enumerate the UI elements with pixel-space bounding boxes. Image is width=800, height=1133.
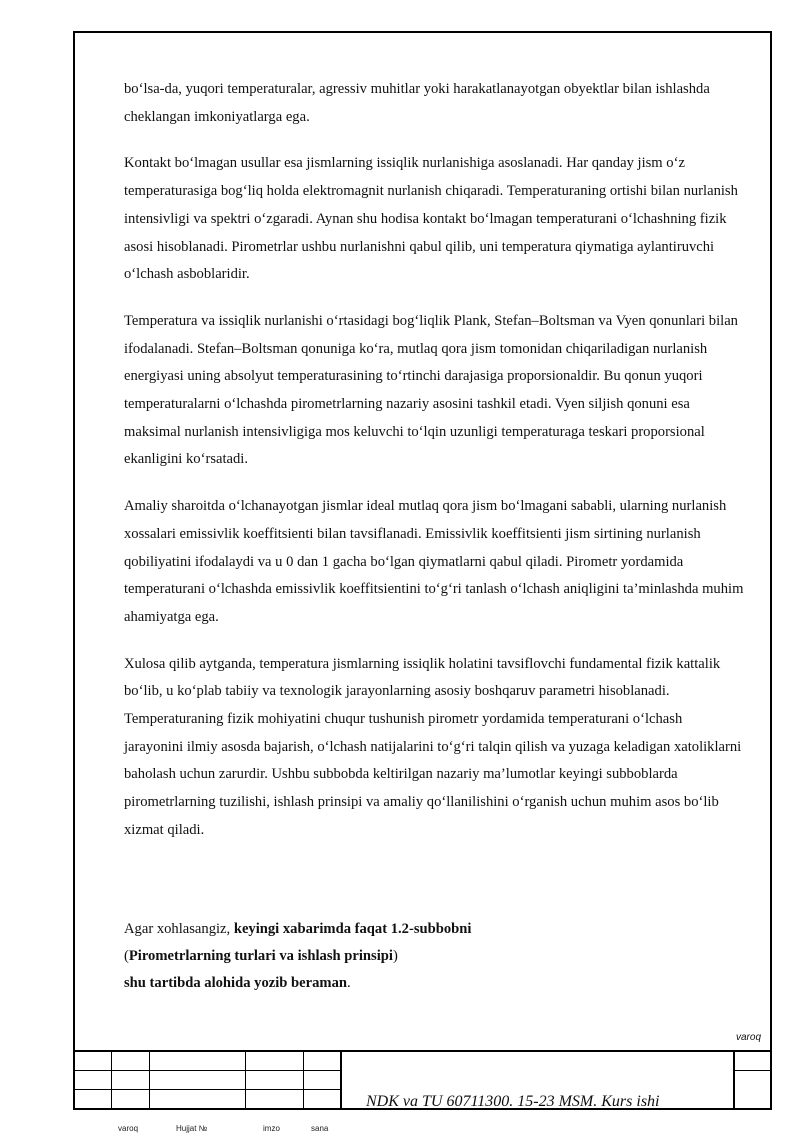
- closing-line-3: [124, 970, 744, 997]
- paragraph-5: Xulosa qilib aytganda, temperatura jismlarning issiqlik holatini tavsiflovchi fundamental fizik kattalik bo‘lib, u ko‘plab tabiiy va texnologik jarayonlarning asosiy boshqaruv parametri hisoblanadi. Temperaturaning fizik mohiyatini chuqur tushunish pirometr yordamida temperaturani o‘lchash jarayonini ilmiy asosda bajarish, o‘lchash natijalarini to‘g‘ri talqin qilish va yuzaga keladigan xatoliklarni baholash uchun zarurdir. Ushbu subbobda keltirilgan nazariy ma’lumotlar keyingi subboblarda pirometrlarning tuzilishi, ishlash prinsipi va amaliy qo‘llanilishini o‘rganish uchun muhim asos bo‘lib xizmat qiladi.: [124, 655, 742, 838]
- paragraph-1: bo‘lsa-da, yuqori temperaturalar, agressiv muhitlar yoki harakatlanayotgan obyektlar bilan ishlashda cheklangan imkoniyatlarga ega.: [124, 81, 710, 125]
- paren-close: ): [392, 948, 398, 964]
- paren-open: (: [124, 948, 129, 964]
- stamp-row-line: [734, 1070, 772, 1071]
- closing-line-2: [124, 943, 744, 970]
- stamp-col-label: sana: [311, 1124, 329, 1133]
- stamp-col-line: [733, 1051, 735, 1109]
- paragraph-4: Amaliy sharoitda o‘lchanayotgan jismlar ideal mutlaq qora jism bo‘lmagani sababli, ularning nurlanish xossalari emissivlik koeffitsienti bilan tavsiflanadi. Emissivlik koeffitsienti jism sirtining nurlanish qobiliyatini ifodalaydi va u 0 dan 1 gacha bo‘lgan qiymatlarni qabul qiladi. Pirometr yordamida temperaturani o‘lchashda emissivlik koeffitsientini to‘g‘ri tanlash o‘lchash aniqligini ta’minlashda muhim ahamiyatga ega.: [124, 498, 744, 625]
- stamp-row-line: [73, 1089, 341, 1090]
- stamp-col-line: [149, 1051, 150, 1109]
- stamp-col-label: Hujjat №: [176, 1124, 208, 1133]
- stamp-col-line: [245, 1051, 246, 1109]
- stamp-col-line: [111, 1051, 112, 1109]
- stamp-top-line: [73, 1050, 772, 1052]
- paragraph-2: Kontakt bo‘lmagan usullar esa jismlarning issiqlik nurlanishiga asoslanadi. Har qanday jism o‘z temperaturasiga bog‘liq holda elektromagnit nurlanish chiqaradi. Temperaturaning ortishi bilan nurlanish intensivligi va spektri o‘zgaradi. Aynan shu hodisa kontakt bo‘lmagan temperaturani o‘lchashning fizik asosi hisoblanadi. Pirometrlar ushbu nurlanishni qabul qilib, uni temperatura qiymatiga aylantiruvchi o‘lchash asboblaridir.: [124, 155, 738, 283]
- stamp-col-label: imzo: [263, 1124, 280, 1133]
- closing-note: [124, 916, 744, 997]
- paragraph-3: Temperatura va issiqlik nurlanishi o‘rtasidagi bog‘liqlik Plank, Stefan–Boltsman va Vyen qonunlari bilan ifodalanadi. Stefan–Boltsman qonuniga ko‘ra, mutlaq qora jism tomonidan chiqariladigan nurlanish energiyasi uning absolyut temperaturasining to‘rtinchi darajasiga proporsionaldir. Bu qonun yuqori temperaturalarni o‘lchashda pirometrlarning nazariy asosini tashkil etadi. Vyen siljish qonuni esa maksimal nurlanish intensivligiga mos keluvchi to‘lqin uzunligi temperaturaga teskari proporsional ekanligini ko‘rsatadi.: [124, 312, 738, 468]
- closing-bold-3: shu tartibda alohida yozib beraman: [124, 975, 347, 991]
- closing-bold-2: Pirometrlarning turlari va ishlash prinsipi: [128, 948, 393, 964]
- body-text: [124, 76, 744, 864]
- closing-period: .: [347, 975, 351, 991]
- closing-bold-1: keyingi xabarimda faqat 1.2-subbobni: [233, 921, 472, 937]
- closing-line-1: [124, 916, 744, 943]
- sheet-label: varoq: [736, 1032, 762, 1043]
- closing-prefix: Agar xohlasangiz,: [124, 921, 234, 937]
- stamp-col-label: varoq: [118, 1124, 139, 1133]
- stamp-row-line: [73, 1070, 341, 1071]
- stamp-col-line: [340, 1051, 342, 1109]
- stamp-title: NDK va TU 60711300. 15-23 MSM. Kurs ishi: [366, 1093, 660, 1110]
- stamp-col-line: [303, 1051, 304, 1109]
